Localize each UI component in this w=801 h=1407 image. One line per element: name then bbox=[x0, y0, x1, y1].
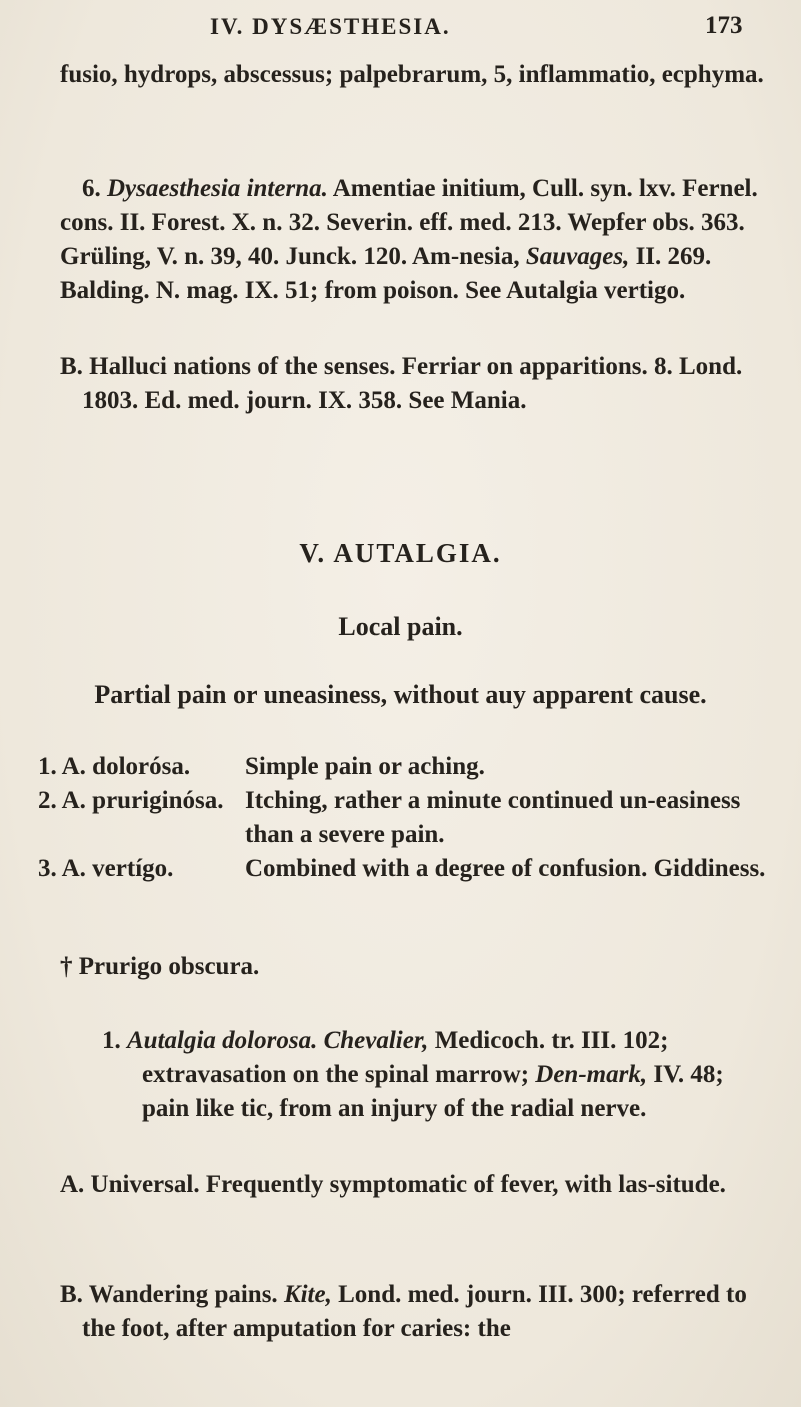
entry-6-text-end: II. 269. Balding. N. mag. IX. 51; from poison. See Autalgia vertigo. bbox=[60, 243, 712, 304]
species-description: Simple pain or aching. bbox=[245, 753, 485, 780]
entry-b-wandering bbox=[60, 1278, 772, 1346]
entry-6 bbox=[60, 172, 772, 308]
case-1-name: Autalgia dolorosa. bbox=[127, 1027, 318, 1054]
page-number: 173 bbox=[705, 12, 743, 39]
entry-b-text: B. Halluci nations of the senses. Ferriar on apparitions. 8. Lond. 1803. Ed. med. journ. IX. 358. See Mania. bbox=[60, 353, 743, 414]
running-head: IV. DYSÆSTHESIA. bbox=[210, 14, 451, 39]
continuation-paragraph bbox=[60, 58, 770, 92]
entry-b-hallucinations bbox=[60, 350, 772, 418]
case-1-author: Chevalier, bbox=[323, 1027, 429, 1054]
section-title: V. AUTALGIA. bbox=[299, 538, 502, 568]
entry-6-author: Sauvages, bbox=[525, 243, 630, 270]
entry-6-number: 6. bbox=[82, 175, 101, 202]
entry-b2-text: Lond. med. journ. III. 300; referred to the foot, after amputation for caries: the bbox=[82, 1281, 747, 1342]
entry-b2-author: Kite, bbox=[283, 1281, 332, 1308]
section-definition: Partial pain or uneasiness, without auy apparent cause. bbox=[94, 680, 707, 709]
entry-a-universal bbox=[60, 1168, 772, 1202]
case-1-author-2: Den-mark, bbox=[535, 1061, 648, 1088]
case-1-text-2: IV. 48; pain like tic, from an injury of the radial nerve. bbox=[142, 1061, 724, 1122]
species-description: Combined with a degree of confusion. Giddiness. bbox=[245, 855, 766, 882]
species-name: 2. A. pruriginósa. bbox=[38, 787, 224, 814]
continuation-text: fusio, hydrops, abscessus; palpebrarum, 5, inflammatio, ecphyma. bbox=[60, 61, 764, 88]
entry-6-text: Amentiae initium, Cull. syn. lxv. Fernel. cons. II. Forest. X. n. 32. Severin. eff. med. 213. Wepfer obs. 363. Grüling, V. n. 39, 40. Junck. 120. Am-nesia, bbox=[60, 175, 758, 270]
species-name: 3. A. vertígo. bbox=[38, 855, 174, 882]
case-1 bbox=[102, 1024, 772, 1126]
case-1-number: 1. bbox=[102, 1027, 121, 1054]
entry-a-text: A. Universal. Frequently symptomatic of fever, with las-situde. bbox=[60, 1171, 726, 1198]
section-subtitle: Local pain. bbox=[338, 612, 463, 641]
prurigo-obscura-heading bbox=[60, 950, 660, 984]
species-name: 1. A. dolorósa. bbox=[38, 753, 191, 780]
entry-b2-label: B. Wandering pains. bbox=[60, 1281, 278, 1308]
case-1-text: Medicoch. tr. III. 102; extravasation on the spinal marrow; bbox=[142, 1027, 669, 1088]
species-description: Itching, rather a minute continued un-easiness than a severe pain. bbox=[245, 787, 741, 848]
prurigo-obscura-text: † Prurigo obscura. bbox=[60, 953, 260, 980]
entry-6-name: Dysaesthesia interna. bbox=[107, 175, 328, 202]
